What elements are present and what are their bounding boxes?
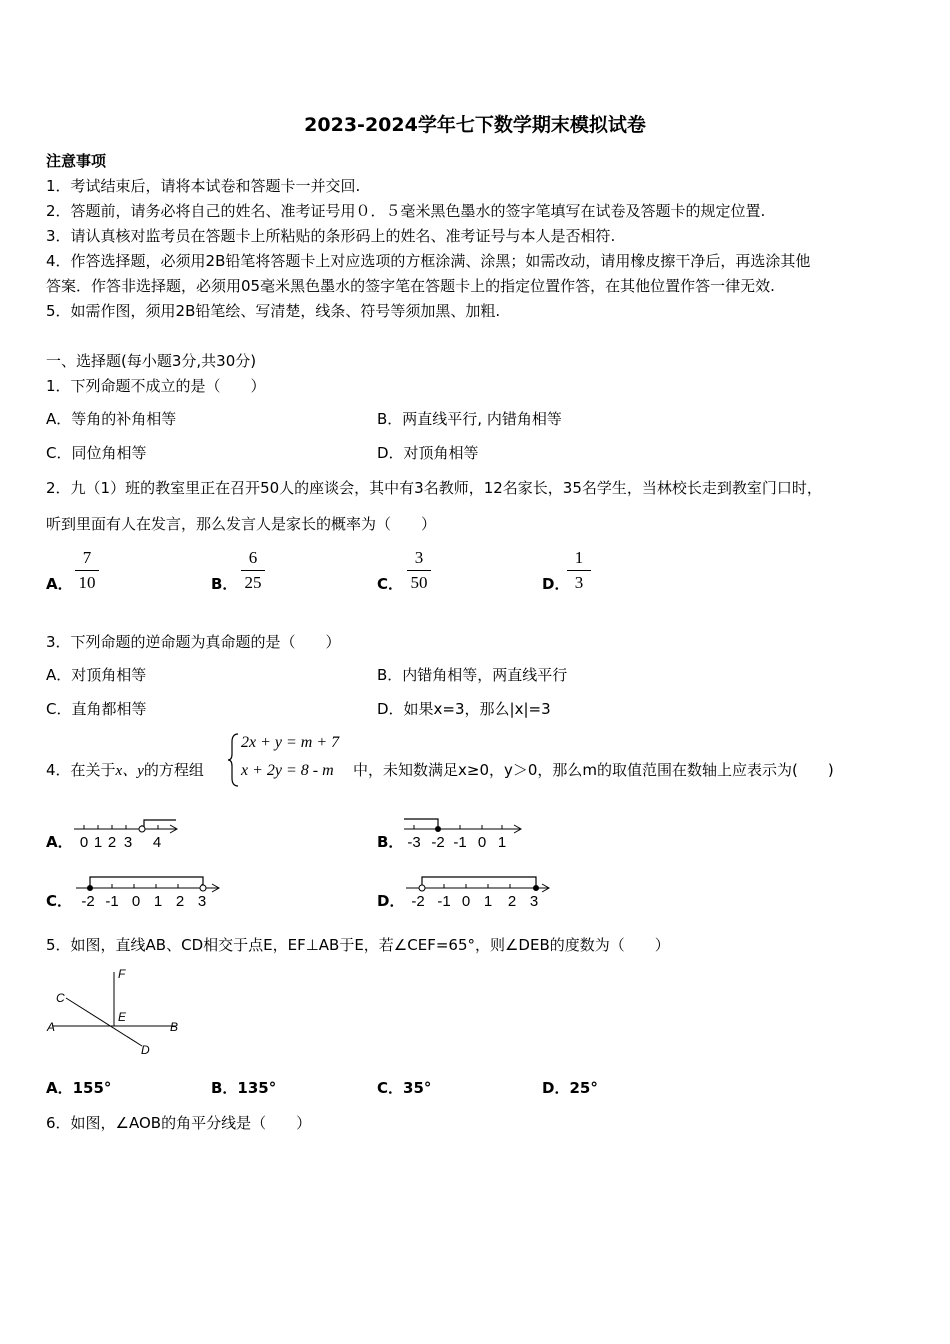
notice-item-4-cont: 答案．作答非选择题，必须用05毫米黑色墨水的签字笔在答题卡上的指定位置作答，在其他位置作答一律无效. <box>46 277 775 295</box>
q4-option-a-label: A． <box>46 833 73 851</box>
tick-label: -1 <box>453 834 467 851</box>
q1-stem: 1．下列命题不成立的是（ ） <box>46 377 266 395</box>
q5-option-b: B．135° <box>211 1079 277 1097</box>
number-line-c <box>72 872 227 912</box>
tick-label: 0 <box>131 893 141 910</box>
tick-label: -3 <box>407 834 421 851</box>
q2-stem-line1: 2．九（1）班的教室里正在召开50人的座谈会，其中有3名教师，12名家长，35名学生，当林校长走到教室门口时， <box>46 479 822 497</box>
q2-stem-line2: 听到里面有人在发言，那么发言人是家长的概率为（ ） <box>46 515 437 533</box>
q2-option-c-label: C． <box>377 575 404 593</box>
label-a: A <box>47 1020 56 1034</box>
q5-option-a: A．155° <box>46 1079 112 1097</box>
tick-label: 3 <box>123 834 133 851</box>
tick-label: 1 <box>483 893 493 910</box>
number-line-d <box>402 872 557 912</box>
q1-option-c: C．同位角相等 <box>46 444 147 462</box>
open-endpoint <box>200 885 206 891</box>
q3-option-d: D．如果x=3，那么|x|=3 <box>377 700 551 718</box>
fraction-numerator: 7 <box>82 548 92 567</box>
fraction-bar <box>407 570 431 571</box>
q3-stem: 3．下列命题的逆命题为真命题的是（ ） <box>46 633 341 651</box>
solution-ray <box>144 820 176 829</box>
tick-label: 0 <box>477 834 487 851</box>
notice-item-1: 1．考试结束后，请将本试卷和答题卡一并交回. <box>46 177 361 195</box>
page-title: 2023-2024学年七下数学期末模拟试卷 <box>304 114 646 136</box>
tick-label: 1 <box>93 834 103 851</box>
notice-item-2: 2．答题前，请务必将自己的姓名、准考证号用０．５毫米黑色墨水的签字笔填写在试卷及答题卡的规定位置. <box>46 202 766 220</box>
fraction-bar <box>75 570 99 571</box>
q2-option-b-fraction <box>239 547 267 594</box>
notice-item-4: 4．作答选择题，必须用2B铅笔将答题卡上对应选项的方框涂满、涂黑；如需改动，请用橡皮擦干净后，再选涂其他 <box>46 252 811 270</box>
number-line-b <box>400 813 528 853</box>
closed-endpoint <box>533 885 539 891</box>
tick-label: 3 <box>197 893 207 910</box>
open-endpoint <box>419 885 425 891</box>
tick-label: 1 <box>497 834 507 851</box>
q5-option-c: C．35° <box>377 1079 432 1097</box>
closed-endpoint <box>87 885 93 891</box>
tick-label: 0 <box>461 893 471 910</box>
tick-label: 2 <box>507 893 517 910</box>
notice-heading: 注意事项 <box>46 152 107 170</box>
q4-equation-2: x + 2y = 8 - m <box>241 762 334 779</box>
q4-prefix <box>46 760 204 781</box>
q5-option-d: D．25° <box>542 1079 598 1097</box>
solution-ray <box>404 819 438 829</box>
tick-label: 0 <box>79 834 89 851</box>
q2-option-c-fraction <box>405 547 433 594</box>
label-c: C <box>56 991 65 1005</box>
q4-equation-1: 2x + y = m + 7 <box>241 734 340 751</box>
tick-label: -2 <box>411 893 425 910</box>
q2-option-d-fraction <box>565 547 593 594</box>
number-line-a <box>72 813 184 853</box>
label-e: E <box>118 1010 127 1024</box>
q4-option-d-label: D． <box>377 892 405 910</box>
q3-option-c: C．直角都相等 <box>46 700 147 718</box>
tick-label: 2 <box>175 893 185 910</box>
fraction-numerator: 1 <box>574 548 584 567</box>
q3-option-b: B．内错角相等，两直线平行 <box>377 666 568 684</box>
closed-endpoint <box>435 826 441 832</box>
q2-option-a-fraction <box>73 547 101 594</box>
q1-option-d: D．对顶角相等 <box>377 444 479 462</box>
fraction-bar <box>241 570 265 571</box>
q5-figure <box>44 964 189 1059</box>
tick-label: -2 <box>81 893 95 910</box>
q4-option-c-label: C． <box>46 892 73 910</box>
q4-option-b-label: B． <box>377 833 404 851</box>
open-endpoint <box>139 826 145 832</box>
notice-item-3: 3．请认真核对监考员在答题卡上所粘贴的条形码上的姓名、准考证号与本人是否相符. <box>46 227 616 245</box>
tick-label: -1 <box>105 893 119 910</box>
fraction-denominator: 10 <box>78 573 96 592</box>
tick-label: -2 <box>431 834 445 851</box>
notice-item-5: 5．如需作图，须用2B铅笔绘、写清楚，线条、符号等须加黑、加粗. <box>46 302 501 320</box>
q2-option-a-label: A． <box>46 575 73 593</box>
tick-label: 1 <box>153 893 163 910</box>
q6-stem: 6．如图，∠AOB的角平分线是（ ） <box>46 1114 312 1132</box>
label-d: D <box>141 1043 150 1057</box>
fraction-denominator: 25 <box>244 573 262 592</box>
fraction-bar <box>567 570 591 571</box>
q3-option-a: A．对顶角相等 <box>46 666 147 684</box>
fraction-denominator: 3 <box>574 573 584 592</box>
fraction-denominator: 50 <box>410 573 428 592</box>
q4-suffix: 中，未知数满足x≥0，y＞0，那么m的取值范围在数轴上应表示为( ) <box>353 761 834 779</box>
tick-label: -1 <box>437 893 451 910</box>
system-brace <box>228 732 240 788</box>
q4-mid-text: 的方程组 <box>143 761 204 779</box>
line-cd <box>66 998 142 1046</box>
tick-label: 2 <box>107 834 117 851</box>
solution-segment <box>422 877 536 888</box>
label-b: B <box>170 1020 179 1034</box>
q2-option-d-label: D． <box>542 575 570 593</box>
fraction-numerator: 6 <box>248 548 258 567</box>
tick-label: 3 <box>529 893 539 910</box>
label-f: F <box>118 967 126 981</box>
section-heading: 一、选择题(每小题3分,共30分) <box>46 352 257 370</box>
q4-vars: x、y <box>115 763 144 779</box>
q1-option-b: B．两直线平行, 内错角相等 <box>377 410 562 428</box>
q4-prefix-text: 4．在关于 <box>46 761 116 779</box>
q5-stem: 5．如图，直线AB、CD相交于点E，EF⊥AB于E，若∠CEF=65°，则∠DEB的度数为（ ） <box>46 936 670 954</box>
q2-option-b-label: B． <box>211 575 238 593</box>
tick-label: 4 <box>152 834 162 851</box>
q1-option-a: A．等角的补角相等 <box>46 410 177 428</box>
solution-segment <box>90 877 203 888</box>
fraction-numerator: 3 <box>414 548 424 567</box>
